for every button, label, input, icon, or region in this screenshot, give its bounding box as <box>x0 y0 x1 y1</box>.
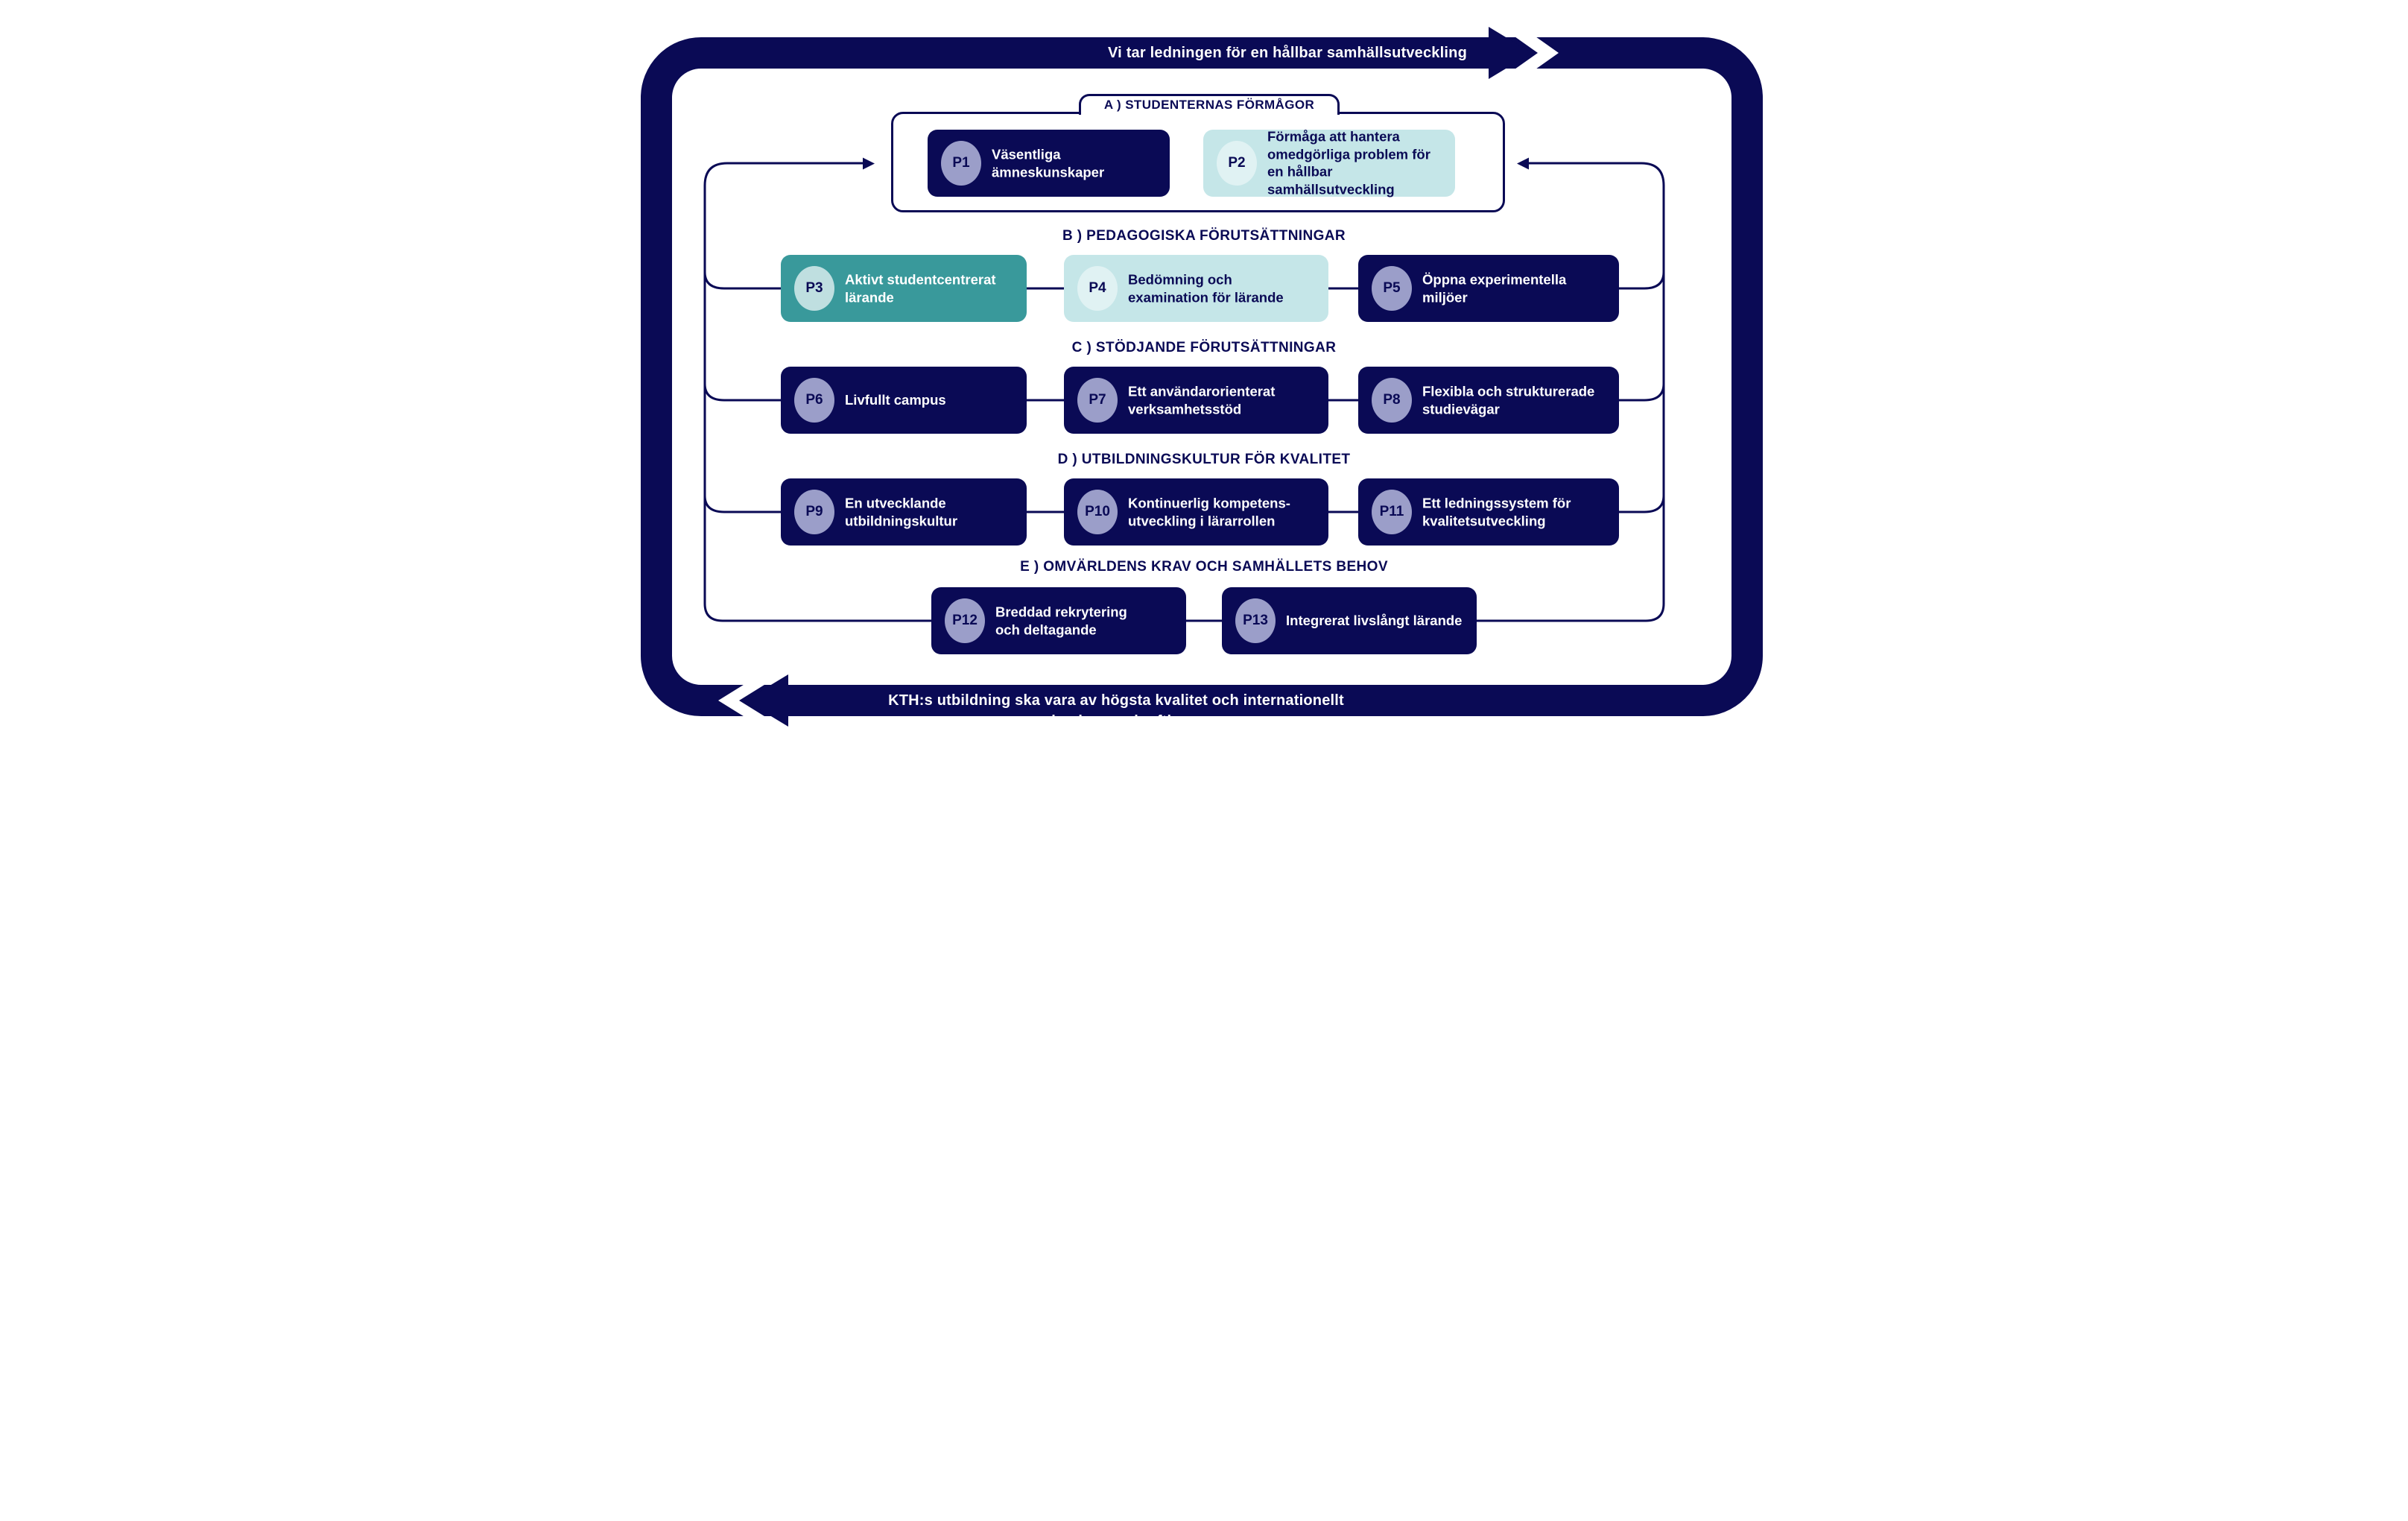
principle-box-p8 <box>1358 367 1619 434</box>
principle-box-p13 <box>1222 587 1477 654</box>
principle-box-p9 <box>781 478 1027 546</box>
p7-badge: P7 <box>1077 378 1118 423</box>
principle-box-p7 <box>1064 367 1328 434</box>
top-banner-text: Vi tar ledningen för en hållbar samhällsutveckling <box>1108 45 1467 61</box>
p10-label: Kontinuerlig kompetens-utveckling i lärarrollen <box>1128 495 1290 528</box>
right-rail-arrowhead-icon <box>1517 158 1529 170</box>
p1-badge: P1 <box>941 141 981 186</box>
p9-badge: P9 <box>794 490 834 534</box>
p8-label: Flexibla och strukturerade studievägar <box>1422 383 1595 417</box>
p5-label: Öppna experimentella miljöer <box>1422 271 1567 305</box>
p2-badge: P2 <box>1217 141 1257 186</box>
p6-label: Livfullt campus <box>845 392 946 408</box>
principle-box-p10 <box>1064 478 1328 546</box>
section-a-header: A ) STUDENTERNAS FÖRMÅGOR <box>1079 94 1340 115</box>
p6-badge: P6 <box>794 378 834 423</box>
p5-badge: P5 <box>1372 266 1412 311</box>
p10-badge: P10 <box>1077 490 1118 534</box>
right-rail-branches <box>1619 272 1664 512</box>
principle-box-p3 <box>781 255 1027 322</box>
left-rail-arrowhead-icon <box>863 158 875 170</box>
section-d-header: D ) UTBILDNINGSKULTUR FÖR KVALITET <box>1057 452 1351 467</box>
principle-box-p6 <box>781 367 1027 434</box>
section-e-header: E ) OMVÄRLDENS KRAV OCH SAMHÄLLETS BEHOV <box>1020 559 1388 575</box>
p4-label: Bedömning och examination för lärande <box>1128 271 1284 305</box>
principle-box-p12 <box>931 587 1186 654</box>
p2-label: Förmåga att hantera omedgörliga problem för en hållbar samhällsutveckling <box>1267 128 1430 197</box>
p7-label: Ett användarorienterat verksamhetsstöd <box>1128 383 1276 417</box>
principle-box-p1 <box>928 130 1170 197</box>
p11-label: Ett ledningssystem för kvalitetsutveckling <box>1422 495 1571 528</box>
section-b-header: B ) PEDAGOGISKA FÖRUTSÄTTNINGAR <box>1062 228 1346 244</box>
p3-badge: P3 <box>794 266 834 311</box>
diagram-stage <box>602 0 1806 760</box>
p1-label: Väsentliga ämneskunskaper <box>992 146 1105 180</box>
principle-box-p11 <box>1358 478 1619 546</box>
p13-label: Integrerat livslångt lärande <box>1286 613 1463 629</box>
p4-badge: P4 <box>1077 266 1118 311</box>
bottom-banner-text: KTH:s utbildning ska vara av högsta kvalitet och internationellt konkurrenskraftig <box>888 692 1344 730</box>
principle-box-p2 <box>1203 130 1455 197</box>
p8-badge: P8 <box>1372 378 1412 423</box>
section-c-header: C ) STÖDJANDE FÖRUTSÄTTNINGAR <box>1071 340 1337 355</box>
p3-label: Aktivt studentcentrerat lärande <box>845 271 996 305</box>
left-rail-branches <box>705 272 781 512</box>
p12-badge: P12 <box>945 598 985 643</box>
principle-box-p4 <box>1064 255 1328 322</box>
p12-label: Breddad rekrytering och deltagande <box>995 604 1127 637</box>
p11-badge: P11 <box>1372 490 1412 534</box>
principle-box-p5 <box>1358 255 1619 322</box>
p9-label: En utvecklande utbildningskultur <box>845 495 958 528</box>
p13-badge: P13 <box>1235 598 1276 643</box>
